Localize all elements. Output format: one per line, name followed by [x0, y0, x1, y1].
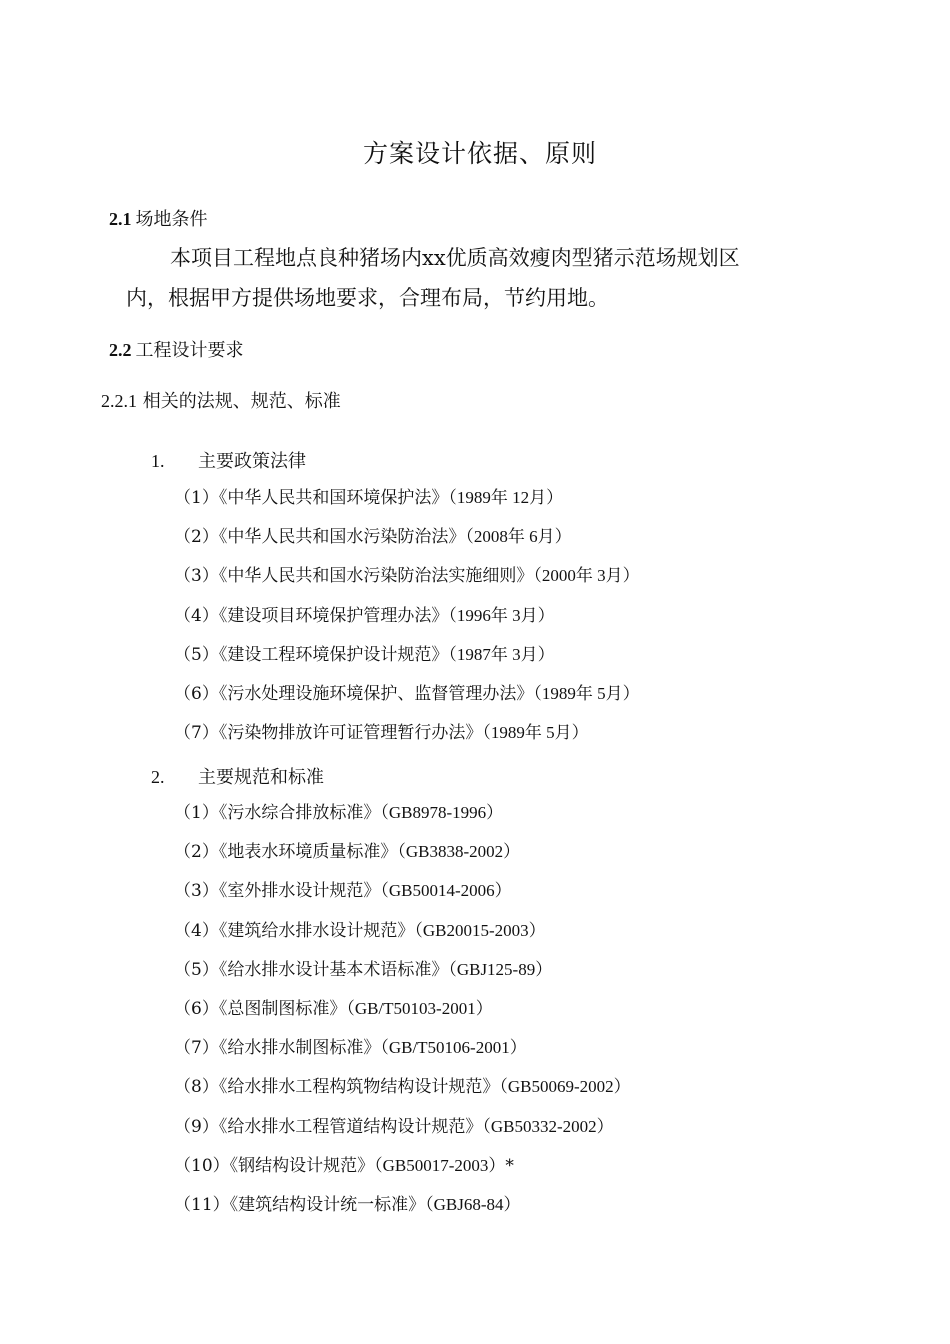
group-1-heading	[151, 447, 306, 473]
list-item	[174, 1190, 521, 1215]
item-year-unit: 年	[524, 723, 542, 744]
item-end: ）	[509, 1038, 527, 1059]
item-year-unit: 年	[490, 488, 508, 508]
item-code: GBJ68-84	[433, 1195, 504, 1214]
list-item	[174, 640, 555, 665]
item-year: 1989	[541, 684, 576, 703]
item-title: （11）《建筑结构设计统一标准》（	[174, 1195, 434, 1215]
list-item	[174, 1072, 631, 1097]
item-title: （3）《室外排水设计规范》（	[174, 881, 389, 902]
section-number: 2.1	[109, 209, 132, 229]
group-number: 2.	[151, 767, 165, 787]
item-title: （2）《地表水环境质量标准》（	[174, 842, 406, 863]
item-month: 3	[592, 566, 606, 586]
item-title: （4）《建筑给水排水设计规范》（	[174, 920, 423, 941]
item-year-unit: 年	[490, 644, 508, 665]
item-year: 2008	[473, 527, 508, 547]
page-title: 方案设计依据、原则	[362, 139, 597, 168]
list-item	[174, 798, 503, 823]
item-end: ）	[494, 881, 512, 902]
list-item	[174, 876, 512, 901]
subsection-label: 相关的法规、规范、标准	[142, 391, 341, 412]
item-month-unit: 月）	[529, 488, 564, 508]
list-item	[174, 1033, 527, 1058]
site-conditions-paragraph	[126, 238, 826, 318]
item-month: 3	[507, 644, 521, 664]
group-label: 主要规范和标准	[198, 767, 324, 788]
item-month: 5	[541, 723, 555, 743]
item-title: （10）《钢结构设计规范》（	[174, 1155, 383, 1176]
paragraph-line-2: 内，根据甲方提供场地要求，合理布局，节约用地。	[126, 286, 609, 310]
item-code: GB50332-2002	[490, 1116, 597, 1136]
item-month: 3	[507, 605, 521, 625]
item-title: （7）《污染物排放许可证管理暂行办法》（	[174, 723, 491, 744]
item-month: 6	[524, 527, 538, 547]
item-month-unit: 月）	[520, 605, 555, 626]
item-end: ）	[613, 1077, 631, 1098]
item-month-unit: 月）	[605, 566, 640, 587]
item-title: （1）《污水综合排放标准》（	[174, 803, 389, 823]
item-month: 12	[507, 488, 530, 507]
paragraph-line-1: 本项目工程地点良种猪场内xx优质高效瘦肉型猪示范场规划区	[170, 246, 740, 270]
item-title: （5）《给水排水设计基本术语标准》（	[174, 959, 457, 980]
list-item	[174, 955, 552, 980]
item-code: GB/T50103-2001	[354, 999, 476, 1018]
item-title: （1）《中华人民共和国环境保护法》（	[174, 488, 457, 508]
item-month-unit: 月）	[537, 527, 572, 548]
item-month-unit: 月）	[554, 723, 589, 744]
item-year: 1996	[456, 605, 491, 625]
item-title: （7）《给水排水制图标准》（	[174, 1038, 389, 1059]
item-title: （9）《给水排水工程管道结构设计规范》（	[174, 1116, 491, 1137]
item-year-unit: 年	[490, 605, 508, 626]
section-label: 工程设计要求	[135, 340, 244, 361]
item-end: ）	[503, 1195, 521, 1215]
item-title: （3）《中华人民共和国水污染防治法实施细则》（	[174, 566, 542, 587]
group-label: 主要政策法律	[198, 451, 306, 472]
list-item	[174, 522, 572, 547]
item-code: GBJ125-89	[456, 959, 536, 979]
item-title: （6）《总图制图标准》（	[174, 999, 355, 1019]
item-title: （2）《中华人民共和国水污染防治法》（	[174, 527, 474, 548]
item-end: ）	[503, 842, 521, 863]
item-code: GB50014-2006	[388, 881, 495, 901]
item-code: GB20015-2003	[422, 920, 529, 940]
item-month-unit: 月）	[520, 644, 555, 665]
section-2-2-heading	[109, 336, 244, 362]
item-month-unit: 月）	[605, 684, 640, 704]
list-item	[174, 837, 520, 862]
item-end: ）	[486, 803, 504, 823]
list-item	[174, 718, 589, 743]
list-item	[174, 601, 555, 626]
group-number: 1.	[151, 451, 165, 471]
list-item	[174, 1151, 514, 1176]
item-title: （6）《污水处理设施环境保护、监督管理办法》（	[174, 684, 542, 704]
item-year: 1987	[456, 644, 491, 664]
item-title: （4）《建设项目环境保护管理办法》（	[174, 605, 457, 626]
item-title: （5）《建设工程环境保护设计规范》（	[174, 644, 457, 665]
list-item	[174, 679, 640, 704]
item-year: 1989	[456, 488, 491, 507]
item-year-unit: 年	[575, 566, 593, 587]
item-year: 2000	[541, 566, 576, 586]
item-code: GB3838-2002	[405, 842, 504, 862]
item-title: （8）《给水排水工程构筑物结构设计规范》（	[174, 1077, 508, 1098]
section-2-2-1-heading	[101, 387, 341, 413]
group-2-heading	[151, 763, 324, 789]
item-code: GB/T50106-2001	[388, 1038, 510, 1058]
item-year-unit: 年	[575, 684, 593, 704]
list-item	[174, 483, 563, 508]
item-end: ）	[596, 1116, 614, 1137]
list-item	[174, 1112, 614, 1137]
item-end: ）	[535, 959, 553, 980]
section-label: 场地条件	[135, 209, 208, 230]
item-end: ）	[475, 999, 493, 1019]
subsection-number: 2.2.1	[101, 391, 137, 411]
section-2-1-heading	[109, 205, 208, 231]
item-year-unit: 年	[507, 527, 525, 548]
item-month: 5	[592, 684, 606, 703]
item-code: GB50069-2002	[507, 1077, 614, 1097]
list-item	[174, 994, 493, 1019]
item-year: 1989	[490, 723, 525, 743]
item-code: GB50017-2003	[382, 1155, 489, 1175]
item-code: GB8978-1996	[388, 803, 487, 822]
section-number: 2.2	[109, 340, 132, 360]
list-item	[174, 916, 546, 941]
list-item	[174, 561, 640, 586]
item-end: ）*	[488, 1155, 514, 1176]
item-end: ）	[528, 920, 546, 941]
